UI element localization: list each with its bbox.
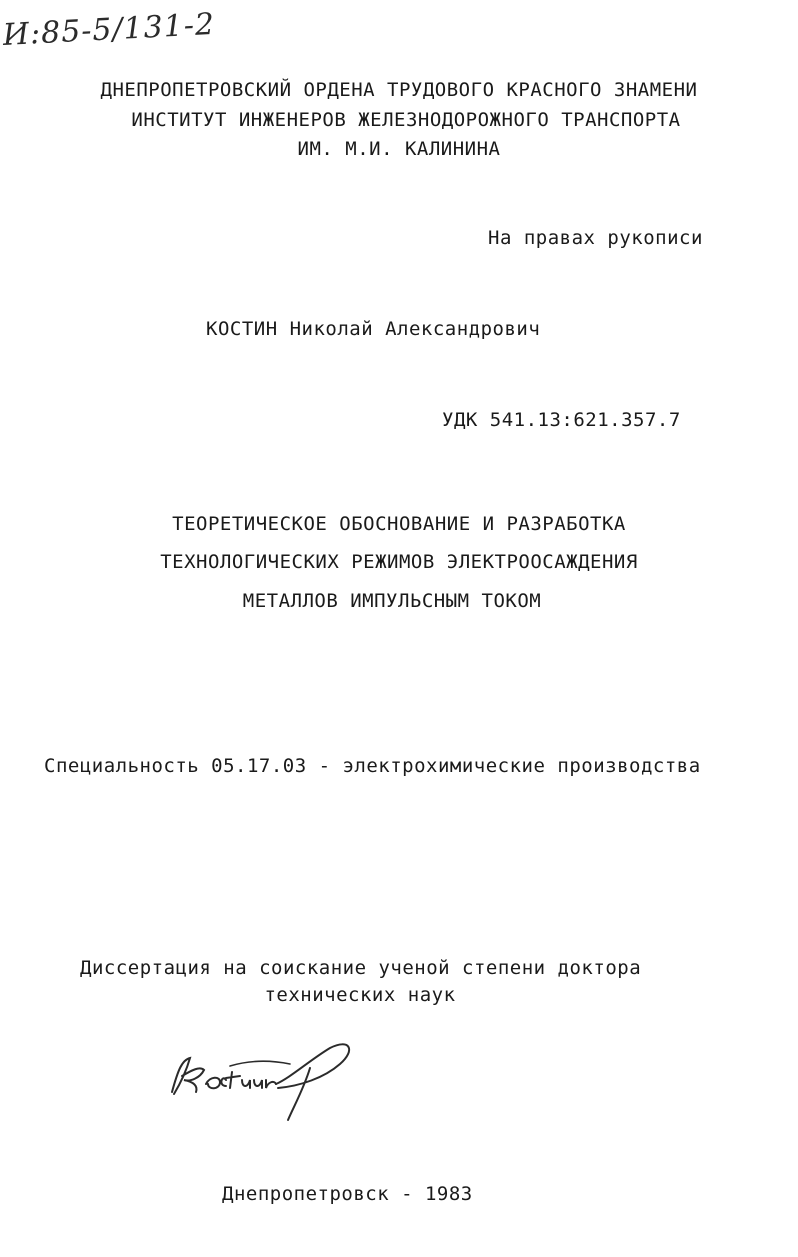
place-and-year: Днепропетровск - 1983 <box>222 1183 473 1205</box>
institute-line-1: ДНЕПРОПЕТРОВСКИЙ ОРДЕНА ТРУДОВОГО КРАСНОГО ЗНАМЕНИ <box>100 79 698 101</box>
institute-line-2: ИНСТИТУТ ИНЖЕНЕРОВ ЖЕЛЕЗНОДОРОЖНОГО ТРАНСПОРТА <box>131 109 681 131</box>
dissertation-line-2: технических наук <box>264 984 456 1006</box>
dissertation-line-1: Диссертация на соискание ученой степени доктора <box>80 957 642 979</box>
author-signature <box>160 1020 370 1130</box>
udk-code: УДК 541.13:621.357.7 <box>442 409 681 431</box>
archive-code: И:85-5/131-2 <box>2 6 216 53</box>
speciality-line: Специальность 05.17.03 - электрохимические производства <box>44 755 701 777</box>
manuscript-note: На правах рукописи <box>488 227 703 249</box>
institute-line-3: ИМ. М.И. КАЛИНИНА <box>297 138 501 160</box>
title-line-2: ТЕХНОЛОГИЧЕСКИХ РЕЖИМОВ ЭЛЕКТРООСАЖДЕНИЯ <box>160 551 638 573</box>
author-name: КОСТИН Николай Александрович <box>206 318 541 340</box>
title-line-1: ТЕОРЕТИЧЕСКОЕ ОБОСНОВАНИЕ И РАЗРАБОТКА <box>172 513 626 535</box>
title-line-3: МЕТАЛЛОВ ИМПУЛЬСНЫМ ТОКОМ <box>242 590 542 612</box>
